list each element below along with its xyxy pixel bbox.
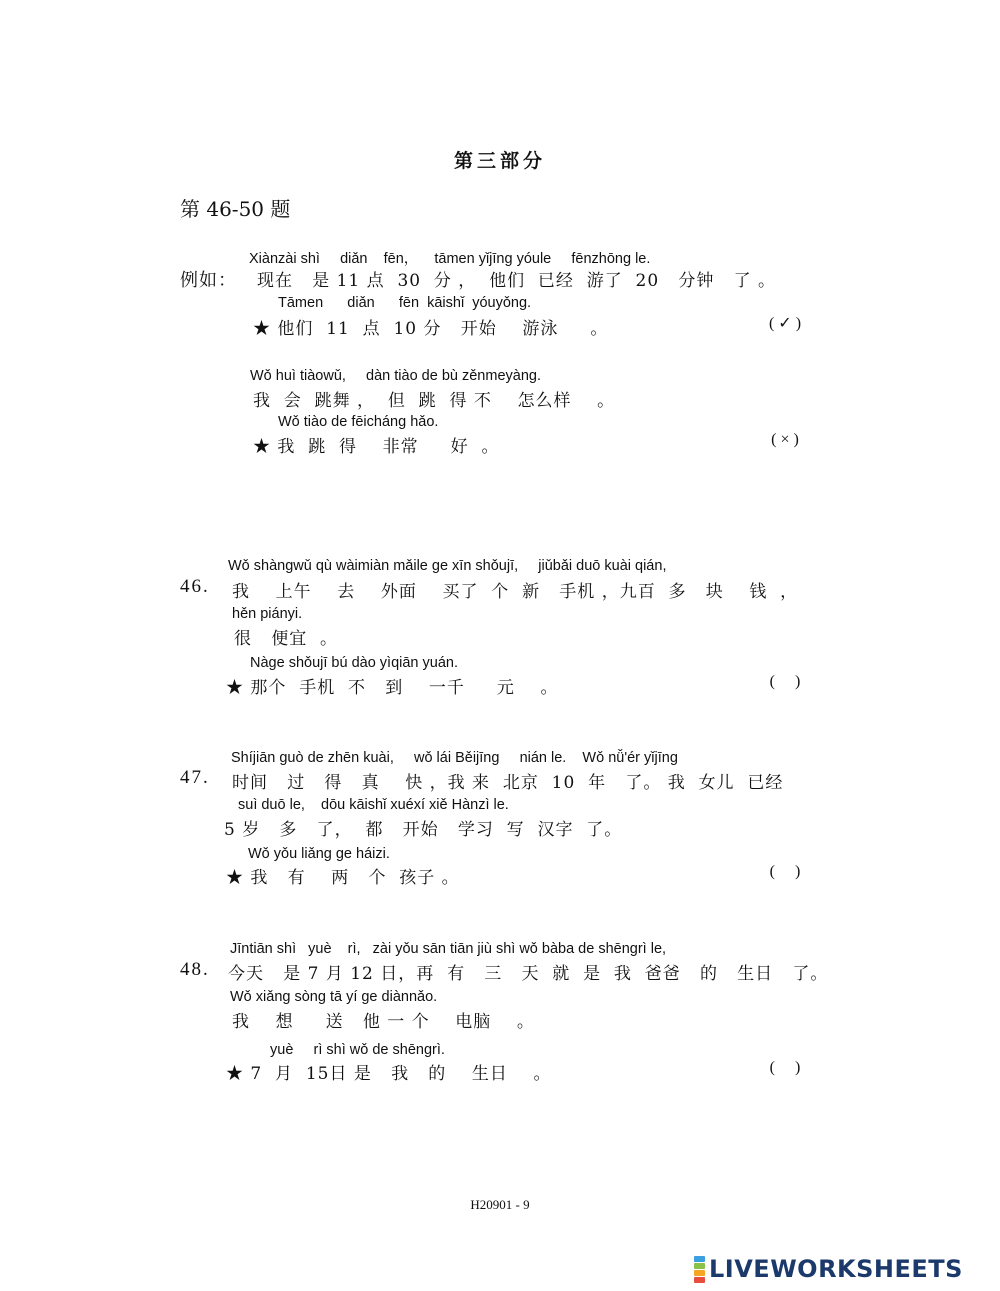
q47-hanzi-line-2: 5 岁 多 了， 都 开始 学习 写 汉字 了。 <box>224 820 623 840</box>
q48-pinyin-line-3: yuè rì shì wǒ de shēngrì. <box>270 1042 445 1058</box>
liveworksheets-logo-icon <box>694 1256 705 1283</box>
q46-hanzi-line-1: 我 上午 去 外面 买了 个 新 手机 ，九百 多 块 钱 ， <box>232 582 799 602</box>
example-2-pinyin-line-2: Wǒ tiào de fēicháng hǎo. <box>278 414 439 430</box>
example-label: 例如： <box>180 270 237 291</box>
example-1-pinyin-line-2: Tāmen diǎn fēn kāishǐ yóuyǒng. <box>278 295 532 311</box>
liveworksheets-logo-text: LIVEWORKSHEETS <box>709 1255 963 1283</box>
example-1-pinyin-line-1: Xiànzài shì diǎn fēn， tāmen yǐjīng yóule fēnzhōng le. <box>249 251 651 267</box>
page-footer: H20901 - 9 <box>470 1197 530 1212</box>
page-title: 第三部分 <box>453 150 546 172</box>
q46-statement: ★ 那个 手机 不 到 一千 元 。 <box>226 678 559 698</box>
q48-answer-box[interactable]: ( ) <box>769 1059 801 1076</box>
example-1-answer-box: ( ✓ ) <box>768 315 802 332</box>
q48-hanzi-line-1: 今天 是 7 月 12 日，再 有 三 天 就 是 我 爸爸 的 生日 了。 <box>228 964 829 984</box>
example-2-hanzi-line-1: 我 会 跳舞 ， 但 跳 得 不 怎么样 。 <box>253 391 616 411</box>
example-2-pinyin-line-1: Wǒ huì tiàowǔ, dàn tiào de bù zěnmeyàng. <box>250 368 541 384</box>
section-label: 第 46-50 题 <box>180 197 291 221</box>
q47-pinyin-line-2: suì duō le, dōu kāishǐ xuéxí xiě Hànzì le. <box>238 797 509 813</box>
q46-pinyin-line-2: hěn piányi. <box>232 606 303 622</box>
q46-pinyin-line-3: Nàge shǒujī bú dào yìqiān yuán. <box>250 655 458 671</box>
example-1-hanzi-line-1: 现在 是 11 点 30 分 ， 他们 已经 游了 20 分钟 了 。 <box>257 271 776 291</box>
q46-answer-box[interactable]: ( ) <box>769 673 801 690</box>
example-2-statement: ★ 我 跳 得 非常 好 。 <box>253 437 500 457</box>
q47-pinyin-line-3: Wǒ yǒu liǎng ge háizi. <box>248 846 390 862</box>
q47-pinyin-line-1: Shíjiān guò de zhēn kuài, wǒ lái Běijīng nián le. Wǒ nǚ'ér yǐjīng <box>231 750 678 766</box>
liveworksheets-logo[interactable] <box>694 1255 963 1283</box>
q47-number: 47. <box>180 767 210 788</box>
q47-answer-box[interactable]: ( ) <box>769 863 801 880</box>
q47-hanzi-line-1: 时间 过 得 真 快 ，我 来 北京 10 年 了。 我 女儿 已经 <box>232 773 784 793</box>
example-2-answer-box: ( × ) <box>771 431 799 448</box>
q48-statement: ★ 7 月 15日 是 我 的 生日 。 <box>226 1064 552 1084</box>
q46-number: 46. <box>180 576 210 597</box>
q48-hanzi-line-2: 我 想 送 他 一 个 电脑 。 <box>232 1012 535 1032</box>
q47-statement: ★ 我 有 两 个 孩子 。 <box>226 868 460 888</box>
q46-pinyin-line-1: Wǒ shàngwǔ qù wàimiàn mǎile ge xīn shǒujī, jiǔbǎi duō kuài qián, <box>228 558 667 574</box>
q48-number: 48. <box>180 959 210 980</box>
q48-pinyin-line-2: Wǒ xiǎng sòng tā yí ge diànnǎo. <box>230 989 438 1005</box>
q48-pinyin-line-1: Jīntiān shì yuè rì, zài yǒu sān tiān jiù shì wǒ bàba de shēngrì le, <box>230 941 667 957</box>
q46-hanzi-line-2: 很 便宜 。 <box>234 629 339 649</box>
example-1-statement: ★ 他们 11 点 10 分 开始 游泳 。 <box>253 319 609 339</box>
